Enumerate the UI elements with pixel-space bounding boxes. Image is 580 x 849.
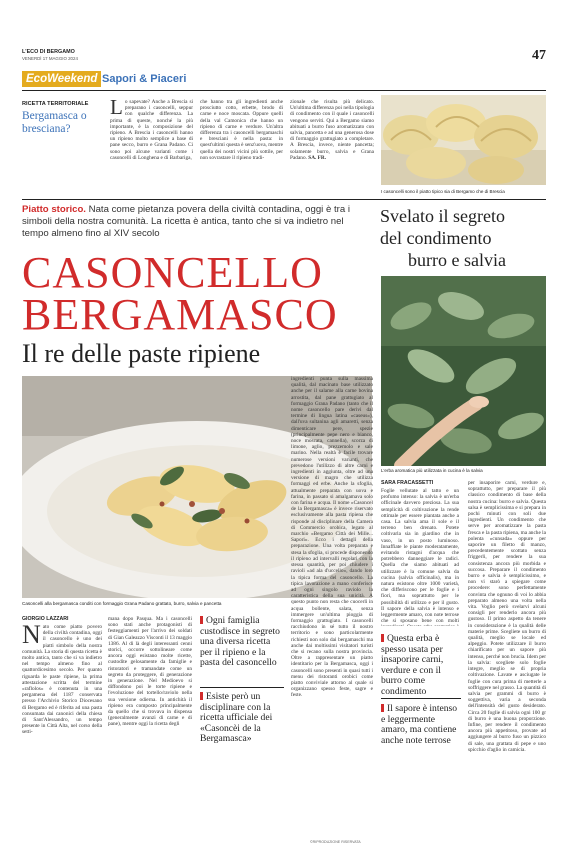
standfirst-lead: Piatto storico. (22, 204, 86, 215)
main-article-text4: Ecco i dettagli della preparazione. Una volta preparata e stesa la sfoglia, si procede disponendo il ripieno ad intervalli regolari con la stessa quantità, per poi chiudere i ravioli «ad ala d'uccello», dando loro la tipica forma del casoncello. La tipica lavorazione a mano conferisce ad ogni singolo raviolo la caratteristica della sua unicità. A questo punto non resta che cuocerli in acqua bollente, salata, senza immergere un'ultima pioggia di formaggio grattugiato. I casoncelli racchiudono in sé tutto il nostro territorio e sono particolarmente richiesti non solo dai bergamaschi ma anche dai moltissimi visitatori turisti che si recano sulla nostra provincia. Oltre a rappresentare un piatto identitario per la Bergamasca, oggi i casoncelli sono presenti in quasi tutti i menu dei ristoranti orobici come piatto conviviale attorno al quale si organizzano spesso feste, sagre e feste. (291, 537, 373, 699)
issue-date: VENERDÌ 17 MAGGIO 2024 (22, 56, 78, 61)
pull-quote-1 (200, 616, 284, 669)
page-number: 47 (532, 48, 546, 63)
topic-title: Bergamasca o bresciana? (22, 110, 87, 135)
top-divider (22, 199, 546, 200)
pull-quote-marker (200, 616, 203, 624)
main-article-col1 (22, 624, 102, 836)
standfirst-text: Nata come pietanza povera della civiltà contadina, oggi è tra i simboli della nostra comunità. La ricetta è antica, tanto che si va indietro nel tempo almeno fino al XIV secolo (22, 204, 350, 239)
top-article-col2: che hanno tra gli ingredienti anche prosciutto cotto, erbette, brodo di carne e noce moscata. Oppure quelli della val Camonica che hanno un ripieno di carne e verdure. Un'altra differenza tra i casoncelli bergamaschi e bresciani è nella pasta: in quest'ultimi questa è senz'uova, mentre quella dei nostri vicini più sottile, per non sovrastare il ripieno tradi- (200, 99, 283, 161)
section-rule (22, 90, 546, 91)
topic-kicker: RICETTA TERRITORIALE (22, 101, 89, 107)
side-headline-line2: del condimento (380, 228, 492, 248)
top-article-dropcap: L (110, 99, 123, 119)
top-article-col3 (290, 99, 374, 195)
top-ravioli-photo (381, 95, 546, 185)
top-article-text1: o sapevate? Anche a Brescia si preparano i casoncelli, seppur con qualche differenza. La prima di queste, nonché la più importante, è la composizione del ripieno. A Brescia i casoncelli hanno un ripieno molto semplice a base di pane secco, burro e Grana Padano. Ci sono poi alcune varianti come i casoncelli di Longhena e di Barbariga, (110, 99, 193, 161)
sage-photo (381, 276, 546, 466)
main-article-text1: ato come piatto povero della civiltà contadina, oggi il casoncello è uno dei piatti simbolo della nostra comunità. La storia di questa ricetta è molto antica, tanto che si va indietro nel tempo almeno fino al quattordicesimo secolo. Per quanto riguarda le paste ripiene, la prima attestazione scritta del termine «raflolos» è contenuta in una pergamena del 1187 conservata presso l'Archivio Storico Diocesano di Bergamo ed è riferita ad una pasta consumata dai canonici della chiesa di Sant'Alessandro, un tempo presente in Città Alta, nel corso della setti- (22, 624, 102, 736)
top-article-signature: SA. FR. (308, 154, 327, 161)
pull-quote-marker (381, 634, 384, 642)
top-photo-caption: I casoncelli sono il piatto tipico sia di Bergamo che di Brescia (381, 189, 505, 194)
pull-quote-marker (200, 692, 203, 700)
side-headline-line1: Svelato il segreto (380, 206, 505, 226)
main-photo-caption: Casoncelli alla bergamasca conditi con formaggio Grana Padano grattato, burro, salvia e pancetta (22, 601, 222, 606)
pull-quote-3-text: Questa erba è spesso usata per insaporire carni, verdure e con il burro come condimento (381, 633, 444, 697)
pull-quote-2 (200, 692, 284, 745)
main-article-col2: mana dopo Pasqua. Ma i casoncelli sono stati anche protagonisti di festeggiamenti per l'arrivo dei soldati di Gian Galeazzo Visconti il 13 maggio 1386. Al di là degli interessanti cenni storici, occorre sottolineare come ancora oggi esistano molte ricette, custodite gelosamente da famiglie e ristoratori e tramandate come un segreto da proteggere, di generazione in generazione. Nel Medioevo si diffondono poi le torte ripiene e l'evoluzione del tortello/raviolo nella sua versione odierna. In antichità il ripieno era composto principalmente da quello che si trovava in dispensa (generalmente avanzi di carne e di pane), mentre oggi la ricetta degli (108, 616, 192, 728)
side-article-col1: Foglie vellutate al tatto e un profumo intenso: la salvia è un'erba officinale davvero preziosa. La sua semplicità di coltivazione la rende ottimale per essere piantata anche a casa. La salvia ama il sole e il terreno ben drenato. Potete coltivarla sia in giardino che in vaso, in un posto luminoso. Innaffiate le piante moderatamente, evitando ristagni d'acqua che potrebbero danneggiare le radici. Quella che siamo abituati ad utilizzare è la comune salvia da cucina (salvia officinalis), ma in natura esistono oltre 1000 varietà, che differiscono per le foglie e i fiori, ma soprattutto per le possibilità di utilizzo e per il gusto. Il sapore della salvia è intenso e leggermente amaro, con note terrose che si sposano bene con molti (381, 488, 459, 625)
pull-quote-4 (381, 704, 461, 746)
side-headline-line3: burro e salvia (408, 250, 506, 270)
pull-quote-4-text: Il sapore è intenso e leggermente amaro, ma contiene anche note terrose (381, 703, 458, 746)
paper-name: L'ECO DI BERGAMO (22, 49, 75, 55)
side-byline: SARA FRACASSETTI (381, 480, 434, 486)
main-article-col4 (291, 376, 373, 836)
pull-divider (200, 687, 284, 688)
side-pull-divider (381, 698, 461, 699)
standfirst (22, 204, 362, 239)
section-subtitle: Sapori & Piaceri (102, 73, 187, 85)
pull-quote-2-text: Esiste però un disciplinare con la ricetta ufficiale dei «Casoncèi de la Bergamasca» (200, 691, 273, 745)
main-byline: GIORGIO LAZZARI (22, 616, 69, 622)
sage-photo-caption: L'erba aromatica più utilizzata in cucina è la salvia (381, 468, 483, 473)
side-article-col2: per insaporire carni, verdure e, soprattutto, per preparare il più classico condimento di base della nostra cucina: burro e salvia. Questa salsa è semplicissima e si prepara in pochi minuti con soli due ingredienti. Un condimento che serve per aromatizzare la pasta fresca e la pasta ripiena, ma anche la polenta «cunsada» oppure per saporire un filetto di manzo, precedentemente scottato senza friggerli, per rendere la sua consistenza ancora più morbida e succosa. Preparare il condimento burro e salvia è semplicissimo, e non vi starò a spiegare come procedere: sono perfettamente convinta che ognuno di voi lo abbia preparato almeno una volta nella vita. Voglio però svelarvi alcuni consigli per renderlo ancora più gustoso. Il primo aspetto da tenere in considerazione è la qualità delle materie prime. Scegliete un burro di qualità, meglio se locale ed alpeggio. Potete utilizzare il burro chiarificato per un sapore più intenso, perché non brucia. Idem per la salvia: scegliete solo foglie integre, meglio se di propria coltivazione. Lavate e asciugate le foglie con cura prima di metterle a soffriggere nel grasso. La quantità di salvia per grammi di burro è soggettiva, varia a seconda dell'intensità del gusto desiderato. Circa 20 foglie di salvia ogni 100 gr di burro è una buona proporzione. Infine, per rendere il condimento ancora più appetitoso, provate ad aggiungere al burro fuso un pizzico di sale, una grattata di pepe e uno spicchio d'aglio in camicia. (468, 480, 546, 753)
top-article-text3: zionale che risulta più delicato. Un'ultima differenza poi nella tipologia di condimento con il quale i casoncelli vengono serviti. Qui a Bergamo siamo abituati a burro fuso aromatizzato con salvia, pancetta e ad una generosa dose di formaggio grattugiato a completare. A Brescia, invece, niente pancetta; solamente burro, salvia e Grana Padano. (290, 99, 374, 161)
copyright: ©RIPRODUZIONE RISERVATA (310, 840, 361, 844)
pull-quote-1-text: Ogni famiglia custodisce in segreto una diversa ricetta per il ripieno e la pasta del casoncello (200, 615, 280, 669)
pull-quote-marker (381, 704, 384, 712)
headline-line1: CASONCELLO (22, 248, 323, 297)
section-name: EcoWeekend (22, 71, 101, 87)
section-header (22, 71, 546, 87)
headline-line2: BERGAMASCO (22, 290, 338, 339)
headline-subtitle: Il re delle paste ripiene (22, 339, 261, 368)
main-article-text3: ingredienti punta sulla massima qualità, dal macinato base utilizzato anche per il salame alla carne bovina arrostita, dal pane grattugiato al formaggio Grana Padano (tanto che il nome casoncello pare derivi dal termine di lingua latina «caseus»), dall'uva sultanina agli amaretti, senza dimenticare pere, spezie (principalmente pepe nero e bianco, noce moscata, cannella), scorza di limone, aglio, prezzemolo e sale marino. Nella realtà è facile trovare numerose versioni varianti, che prevedono l'utilizzo di altre carni e ingredienti in aggiunta, oltre ad una versione di magro che utilizza formaggi ed erbe. Anche la sfoglia, attualmente preparata con uova e farina, in passato si amalgamava solo con farina e acqua. Il nome «Casoncel de la Bergamasca» è invece riservato esclusivamente alla pasta ripiena che risponde al disciplinare della Camera di Commercio orobica, legato al marchio «Bergamo Città dei Mille... Sapori». (291, 376, 373, 544)
top-article-col1 (110, 99, 193, 195)
pull-quote-3 (381, 634, 461, 698)
main-article-dropcap: N (22, 624, 41, 649)
